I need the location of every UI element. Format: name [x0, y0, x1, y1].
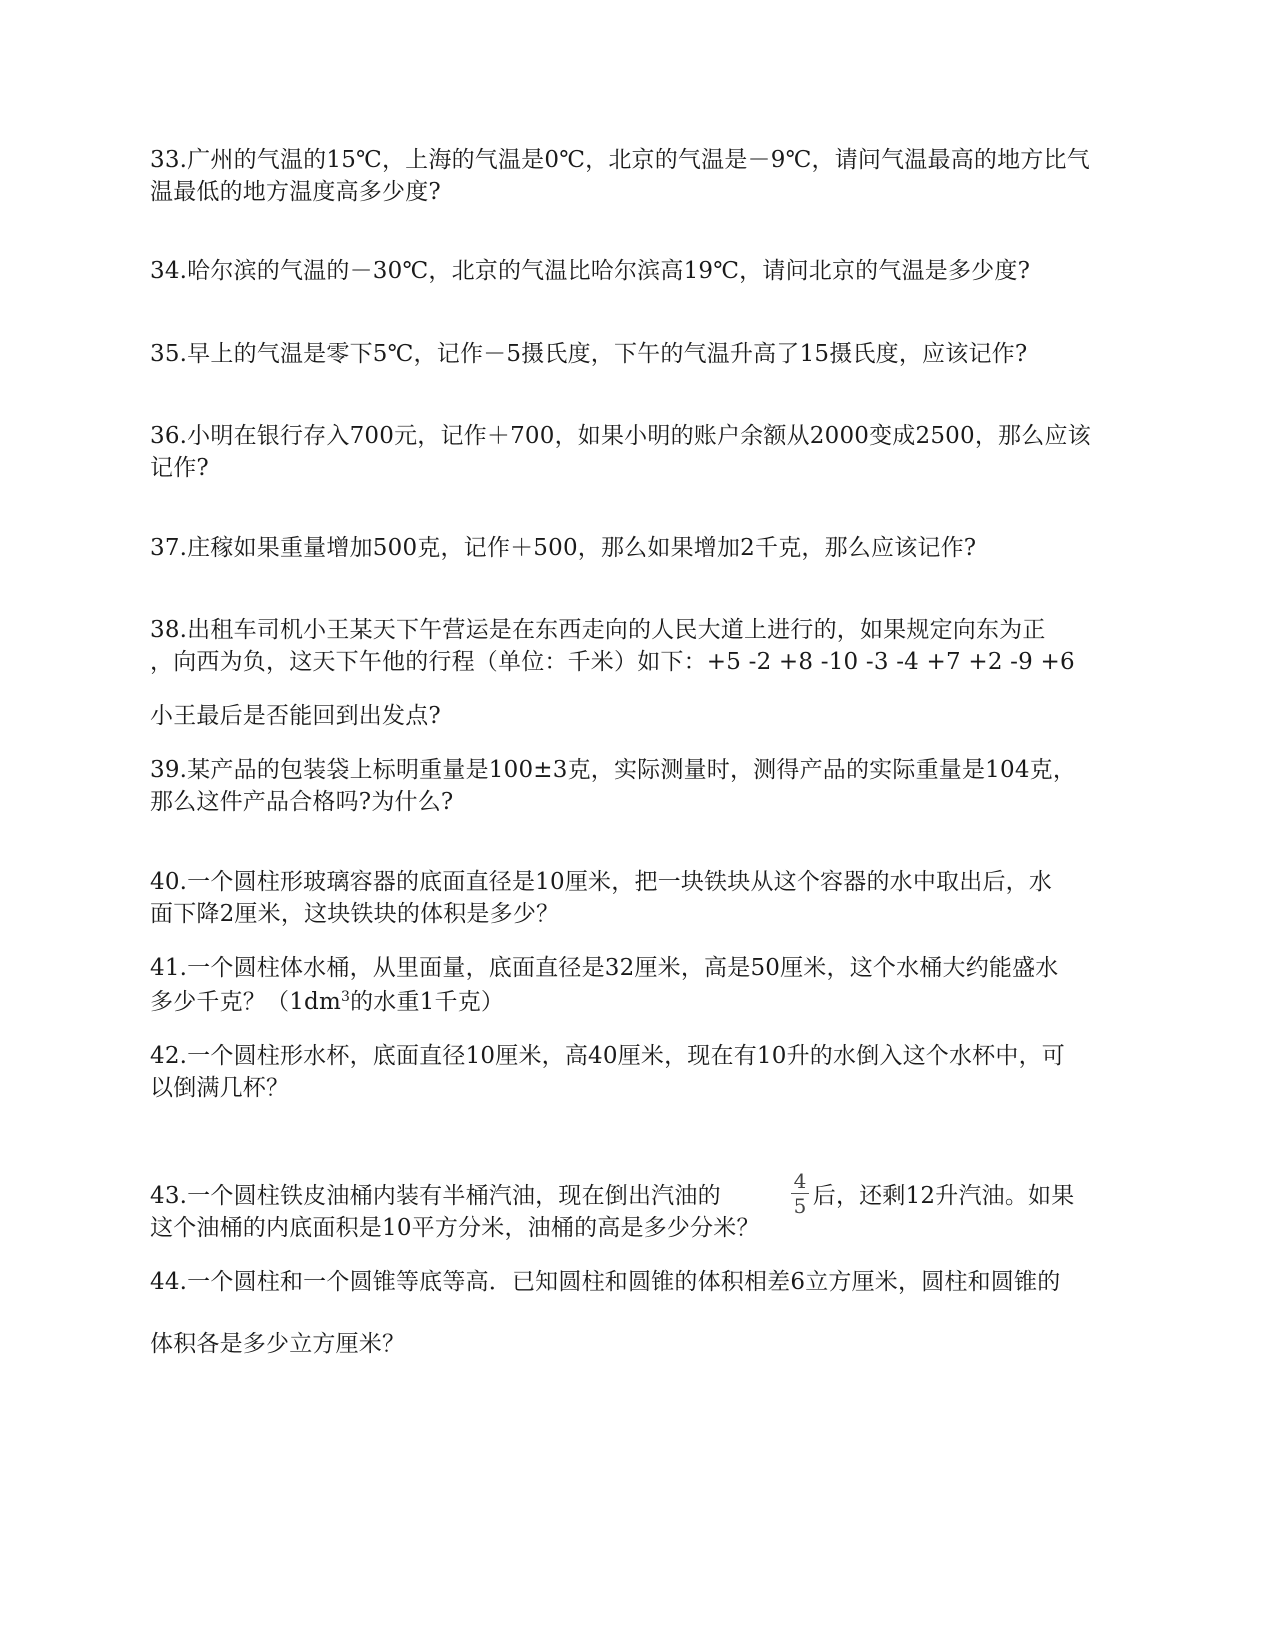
question-33-line-1: 33.广州的气温的15℃，上海的气温是0℃，北京的气温是－9℃，请问气温最高的地方比气	[150, 147, 1090, 173]
fraction-denominator: 5	[793, 1194, 807, 1218]
question-44-line-2: 体积各是多少立方厘米？	[150, 1331, 406, 1357]
question-39	[150, 754, 1130, 818]
question-37	[150, 532, 1130, 564]
question-42-line-1: 42.一个圆柱形水杯，底面直径10厘米，高40厘米，现在有10升的水倒入这个水杯中，可	[150, 1043, 1065, 1069]
question-33	[150, 144, 1130, 208]
question-36-line-2: 记作?	[150, 455, 209, 481]
question-41	[150, 952, 1130, 1018]
question-38-followup	[150, 700, 1130, 732]
question-41-line-2-pre: 多少千克？（1dm	[150, 989, 341, 1015]
question-43-line-1	[150, 1180, 1130, 1212]
question-39-line-1: 39.某产品的包装袋上标明重量是100±3克，实际测量时，测得产品的实际重量是104克，	[150, 757, 1077, 783]
question-40-line-2: 面下降2厘米，这块铁块的体积是多少？	[150, 901, 560, 927]
question-34	[150, 255, 1130, 287]
question-44-line-1: 44.一个圆柱和一个圆锥等底等高．已知圆柱和圆锥的体积相差6立方厘米，圆柱和圆锥的	[150, 1269, 1061, 1295]
question-41-line-2	[150, 986, 1130, 1018]
question-41-line-2-post: 的水重1千克）	[350, 989, 505, 1015]
question-36-line-1: 36.小明在银行存入700元，记作＋700，如果小明的账户余额从2000变成2500，那么应该	[150, 423, 1091, 449]
question-43-line-1-post: 后，还剩12升汽油。如果	[812, 1183, 1075, 1209]
question-37-line-1: 37.庄稼如果重量增加500克，记作＋500，那么如果增加2千克，那么应该记作?	[150, 535, 977, 561]
question-43-line-2: 这个油桶的内底面积是10平方分米，油桶的高是多少分米？	[150, 1215, 760, 1241]
question-36	[150, 420, 1130, 484]
question-40-line-1: 40.一个圆柱形玻璃容器的底面直径是10厘米，把一块铁块从这个容器的水中取出后，水	[150, 869, 1053, 895]
question-38-line-1: 38.出租车司机小王某天下午营运是在东西走向的人民大道上进行的，如果规定向东为正	[150, 617, 1046, 643]
question-38-line-3: 小王最后是否能回到出发点?	[150, 703, 441, 729]
question-34-line-1: 34.哈尔滨的气温的－30℃，北京的气温比哈尔滨高19℃，请问北京的气温是多少度?	[150, 258, 1031, 284]
question-44	[150, 1266, 1130, 1298]
question-41-line-1: 41.一个圆柱体水桶，从里面量，底面直径是32厘米，高是50厘米，这个水桶大约能盛水	[150, 955, 1059, 981]
question-42	[150, 1040, 1130, 1104]
fraction-numerator: 4	[793, 1169, 807, 1193]
question-44-followup	[150, 1328, 1130, 1360]
question-38-line-2: ，向西为负，这天下午他的行程（单位：千米）如下：+5 -2 +8 -10 -3 -4 +7 +2 -9 +6	[150, 649, 1075, 675]
question-39-line-2: 那么这件产品合格吗?为什么?	[150, 789, 454, 815]
question-43	[150, 1180, 1130, 1244]
question-40	[150, 866, 1130, 930]
question-35	[150, 338, 1130, 370]
question-38	[150, 614, 1130, 678]
question-43-line-1-pre: 43.一个圆柱铁皮油桶内装有半桶汽油，现在倒出汽油的	[150, 1183, 721, 1209]
question-42-line-2: 以倒满几杯？	[150, 1075, 290, 1101]
question-41-superscript: 3	[340, 989, 351, 1005]
question-35-line-1: 35.早上的气温是零下5℃，记作－5摄氏度，下午的气温升高了15摄氏度，应该记作?	[150, 341, 1028, 367]
question-33-line-2: 温最低的地方温度高多少度?	[150, 179, 441, 205]
